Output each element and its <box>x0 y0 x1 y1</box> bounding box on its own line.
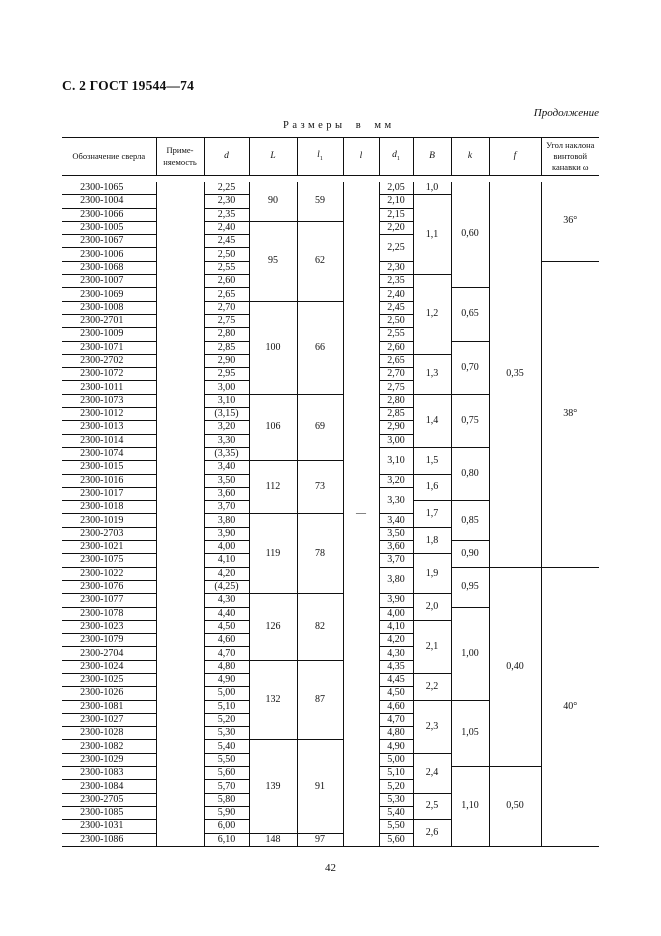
d1-cell: 2,65 <box>379 354 413 367</box>
d-cell: 3,10 <box>204 394 249 407</box>
d-cell: 5,10 <box>204 700 249 713</box>
d-cell: 5,20 <box>204 713 249 726</box>
d-cell: 4,70 <box>204 647 249 660</box>
l1-cell: 87 <box>297 660 343 740</box>
L-cell: 148 <box>249 833 297 846</box>
d-cell: 5,60 <box>204 767 249 780</box>
designation-cell: 2300-1024 <box>62 660 156 673</box>
designation-cell: 2300-1081 <box>62 700 156 713</box>
d-cell: 4,10 <box>204 554 249 567</box>
designation-cell: 2300-1078 <box>62 607 156 620</box>
d-cell: (3,35) <box>204 447 249 460</box>
designation-cell: 2300-1007 <box>62 275 156 288</box>
d-cell: 2,85 <box>204 341 249 354</box>
B-cell: 1,6 <box>413 474 451 501</box>
d1-cell: 3,00 <box>379 434 413 447</box>
d-cell: 5,70 <box>204 780 249 793</box>
d1-cell: 5,00 <box>379 753 413 766</box>
designation-cell: 2300-1079 <box>62 634 156 647</box>
d-cell: 2,75 <box>204 314 249 327</box>
d-cell: 2,65 <box>204 288 249 301</box>
f-cell: 0,35 <box>489 182 541 568</box>
d-cell: 2,95 <box>204 368 249 381</box>
designation-cell: 2300-1085 <box>62 806 156 819</box>
d1-cell: 4,30 <box>379 647 413 660</box>
d1-cell: 2,60 <box>379 341 413 354</box>
designation-cell: 2300-2705 <box>62 793 156 806</box>
header-k: k <box>451 138 489 176</box>
L-cell: 126 <box>249 594 297 660</box>
header-B: B <box>413 138 451 176</box>
L-cell: 95 <box>249 221 297 301</box>
d1-cell: 4,90 <box>379 740 413 753</box>
designation-cell: 2300-1072 <box>62 368 156 381</box>
d1-cell: 2,15 <box>379 208 413 221</box>
d-cell: 3,50 <box>204 474 249 487</box>
header-applicability: Приме-няемость <box>156 138 204 176</box>
designation-cell: 2300-1025 <box>62 673 156 686</box>
designation-cell: 2300-1083 <box>62 767 156 780</box>
d-cell: 4,80 <box>204 660 249 673</box>
d-cell: 3,00 <box>204 381 249 394</box>
applicability-cell <box>156 182 204 847</box>
d-cell: 2,40 <box>204 221 249 234</box>
header-designation: Обозначение сверла <box>62 138 156 176</box>
d-cell: 2,70 <box>204 301 249 314</box>
d-cell: 4,30 <box>204 594 249 607</box>
d1-cell: 2,40 <box>379 288 413 301</box>
k-cell: 0,60 <box>451 182 489 288</box>
B-cell: 2,3 <box>413 700 451 753</box>
L-cell: 106 <box>249 394 297 460</box>
designation-cell: 2300-1022 <box>62 567 156 580</box>
d1-cell: 4,00 <box>379 607 413 620</box>
f-cell: 0,50 <box>489 767 541 847</box>
d-cell: 2,35 <box>204 208 249 221</box>
designation-cell: 2300-2703 <box>62 527 156 540</box>
d1-cell: 5,20 <box>379 780 413 793</box>
B-cell: 1,3 <box>413 354 451 394</box>
k-cell: 0,80 <box>451 447 489 500</box>
table-header-row <box>62 138 599 176</box>
d-cell: 3,30 <box>204 434 249 447</box>
helix-angle-cell: 40° <box>541 567 599 846</box>
l1-cell: 73 <box>297 461 343 514</box>
d1-cell: 4,50 <box>379 687 413 700</box>
d1-cell: 2,70 <box>379 368 413 381</box>
designation-cell: 2300-1009 <box>62 328 156 341</box>
L-cell: 90 <box>249 182 297 222</box>
designation-cell: 2300-1031 <box>62 820 156 833</box>
d-cell: 2,25 <box>204 182 249 195</box>
d-cell: 5,80 <box>204 793 249 806</box>
d-cell: 2,80 <box>204 328 249 341</box>
d-cell: 3,80 <box>204 514 249 527</box>
d-cell: 5,30 <box>204 727 249 740</box>
B-cell: 1,4 <box>413 394 451 447</box>
d1-cell: 4,70 <box>379 713 413 726</box>
L-cell: 132 <box>249 660 297 740</box>
B-cell: 2,0 <box>413 594 451 621</box>
d1-cell: 2,30 <box>379 261 413 274</box>
k-cell: 0,75 <box>451 394 489 447</box>
designation-cell: 2300-1023 <box>62 620 156 633</box>
d1-cell: 3,90 <box>379 594 413 607</box>
d1-cell: 4,80 <box>379 727 413 740</box>
l1-cell: 97 <box>297 833 343 846</box>
L-cell: 139 <box>249 740 297 833</box>
designation-cell: 2300-1077 <box>62 594 156 607</box>
d-cell: 4,50 <box>204 620 249 633</box>
designation-cell: 2300-2701 <box>62 314 156 327</box>
continuation-label: Продолжение <box>533 107 599 119</box>
designation-cell: 2300-1016 <box>62 474 156 487</box>
d1-cell: 2,80 <box>379 394 413 407</box>
designation-cell: 2300-1082 <box>62 740 156 753</box>
designation-cell: 2300-1067 <box>62 235 156 248</box>
d-cell: 5,40 <box>204 740 249 753</box>
k-cell: 0,90 <box>451 541 489 568</box>
d1-cell: 3,60 <box>379 541 413 554</box>
d1-cell: 5,50 <box>379 820 413 833</box>
k-cell: 0,95 <box>451 567 489 607</box>
k-cell: 1,00 <box>451 607 489 700</box>
d1-cell: 3,30 <box>379 487 413 514</box>
d1-cell: 2,35 <box>379 275 413 288</box>
f-cell: 0,40 <box>489 567 541 766</box>
designation-cell: 2300-1008 <box>62 301 156 314</box>
designation-cell: 2300-1028 <box>62 727 156 740</box>
d1-cell: 2,85 <box>379 408 413 421</box>
designation-cell: 2300-1066 <box>62 208 156 221</box>
d1-cell: 2,25 <box>379 235 413 262</box>
B-cell: 1,1 <box>413 195 451 275</box>
drill-dimensions-table <box>62 137 599 847</box>
designation-cell: 2300-1076 <box>62 580 156 593</box>
d-cell: 3,60 <box>204 487 249 500</box>
d-cell: 3,90 <box>204 527 249 540</box>
l1-cell: 69 <box>297 394 343 460</box>
d-cell: 2,90 <box>204 354 249 367</box>
designation-cell: 2300-1029 <box>62 753 156 766</box>
k-cell: 1,05 <box>451 700 489 766</box>
d-cell: 5,50 <box>204 753 249 766</box>
header-d1: $d_1$ <box>379 138 413 176</box>
d-cell: (3,15) <box>204 408 249 421</box>
d1-cell: 3,40 <box>379 514 413 527</box>
page-number: 42 <box>325 862 336 874</box>
page-header: С. 2 ГОСТ 19544—74 <box>62 78 195 93</box>
designation-cell: 2300-1086 <box>62 833 156 846</box>
B-cell: 2,6 <box>413 820 451 847</box>
designation-cell: 2300-1014 <box>62 434 156 447</box>
designation-cell: 2300-1005 <box>62 221 156 234</box>
d-cell: 3,70 <box>204 501 249 514</box>
d-cell: 2,45 <box>204 235 249 248</box>
d-cell: (4,25) <box>204 580 249 593</box>
helix-angle-cell: 36° <box>541 182 599 262</box>
B-cell: 2,4 <box>413 753 451 793</box>
d1-cell: 3,50 <box>379 527 413 540</box>
header-f: f <box>489 138 541 176</box>
designation-cell: 2300-1015 <box>62 461 156 474</box>
d1-cell: 2,50 <box>379 314 413 327</box>
designation-cell: 2300-1084 <box>62 780 156 793</box>
header-L: L <box>249 138 297 176</box>
designation-cell: 2300-1065 <box>62 182 156 195</box>
d1-cell: 3,80 <box>379 567 413 594</box>
d-cell: 2,60 <box>204 275 249 288</box>
d1-cell: 5,60 <box>379 833 413 846</box>
d1-cell: 3,10 <box>379 447 413 474</box>
header-d: d <box>204 138 249 176</box>
d-cell: 5,00 <box>204 687 249 700</box>
d1-cell: 2,10 <box>379 195 413 208</box>
designation-cell: 2300-1012 <box>62 408 156 421</box>
k-cell: 0,65 <box>451 288 489 341</box>
d1-cell: 3,20 <box>379 474 413 487</box>
B-cell: 1,8 <box>413 527 451 554</box>
l1-cell: 78 <box>297 514 343 594</box>
sizes-caption: Размеры в мм <box>283 120 395 131</box>
k-cell: 0,85 <box>451 501 489 541</box>
B-cell: 2,2 <box>413 673 451 700</box>
B-cell: 1,2 <box>413 275 451 355</box>
d-cell: 2,55 <box>204 261 249 274</box>
k-cell: 0,70 <box>451 341 489 394</box>
designation-cell: 2300-1019 <box>62 514 156 527</box>
d-cell: 4,40 <box>204 607 249 620</box>
d-cell: 4,20 <box>204 567 249 580</box>
B-cell: 1,5 <box>413 447 451 474</box>
d1-cell: 2,55 <box>379 328 413 341</box>
l1-cell: 82 <box>297 594 343 660</box>
B-cell: 1,9 <box>413 554 451 594</box>
table-row <box>62 182 599 195</box>
designation-cell: 2300-1006 <box>62 248 156 261</box>
d1-cell: 2,75 <box>379 381 413 394</box>
header-l1: $l_1$ <box>297 138 343 176</box>
l-cell: — <box>343 182 379 847</box>
d1-cell: 2,05 <box>379 182 413 195</box>
designation-cell: 2300-1017 <box>62 487 156 500</box>
designation-cell: 2300-2702 <box>62 354 156 367</box>
designation-cell: 2300-1026 <box>62 687 156 700</box>
L-cell: 100 <box>249 301 297 394</box>
d1-cell: 2,45 <box>379 301 413 314</box>
l1-cell: 59 <box>297 182 343 222</box>
B-cell: 1,7 <box>413 501 451 528</box>
k-cell: 1,10 <box>451 767 489 847</box>
d1-cell: 2,90 <box>379 421 413 434</box>
designation-cell: 2300-1068 <box>62 261 156 274</box>
d1-cell: 4,60 <box>379 700 413 713</box>
designation-cell: 2300-1071 <box>62 341 156 354</box>
designation-cell: 2300-1075 <box>62 554 156 567</box>
designation-cell: 2300-1013 <box>62 421 156 434</box>
L-cell: 119 <box>249 514 297 594</box>
l1-cell: 91 <box>297 740 343 833</box>
B-cell: 2,5 <box>413 793 451 820</box>
d-cell: 2,50 <box>204 248 249 261</box>
d-cell: 4,60 <box>204 634 249 647</box>
designation-cell: 2300-1073 <box>62 394 156 407</box>
d1-cell: 4,20 <box>379 634 413 647</box>
B-cell: 2,1 <box>413 620 451 673</box>
designation-cell: 2300-1027 <box>62 713 156 726</box>
d1-cell: 3,70 <box>379 554 413 567</box>
header-helix-angle: Угол наклона винтовой канавки ω <box>541 138 599 176</box>
designation-cell: 2300-1004 <box>62 195 156 208</box>
d1-cell: 5,10 <box>379 767 413 780</box>
d-cell: 2,30 <box>204 195 249 208</box>
L-cell: 112 <box>249 461 297 514</box>
l1-cell: 66 <box>297 301 343 394</box>
d-cell: 4,00 <box>204 541 249 554</box>
d-cell: 6,10 <box>204 833 249 846</box>
d-cell: 3,40 <box>204 461 249 474</box>
d1-cell: 4,10 <box>379 620 413 633</box>
d1-cell: 4,45 <box>379 673 413 686</box>
d-cell: 4,90 <box>204 673 249 686</box>
d1-cell: 5,40 <box>379 806 413 819</box>
d-cell: 3,20 <box>204 421 249 434</box>
designation-cell: 2300-2704 <box>62 647 156 660</box>
designation-cell: 2300-1069 <box>62 288 156 301</box>
l1-cell: 62 <box>297 221 343 301</box>
d1-cell: 4,35 <box>379 660 413 673</box>
d1-cell: 5,30 <box>379 793 413 806</box>
designation-cell: 2300-1011 <box>62 381 156 394</box>
B-cell: 1,0 <box>413 182 451 195</box>
designation-cell: 2300-1018 <box>62 501 156 514</box>
designation-cell: 2300-1074 <box>62 447 156 460</box>
d1-cell: 2,20 <box>379 221 413 234</box>
header-l: l <box>343 138 379 176</box>
helix-angle-cell: 38° <box>541 261 599 567</box>
d-cell: 5,90 <box>204 806 249 819</box>
designation-cell: 2300-1021 <box>62 541 156 554</box>
d-cell: 6,00 <box>204 820 249 833</box>
